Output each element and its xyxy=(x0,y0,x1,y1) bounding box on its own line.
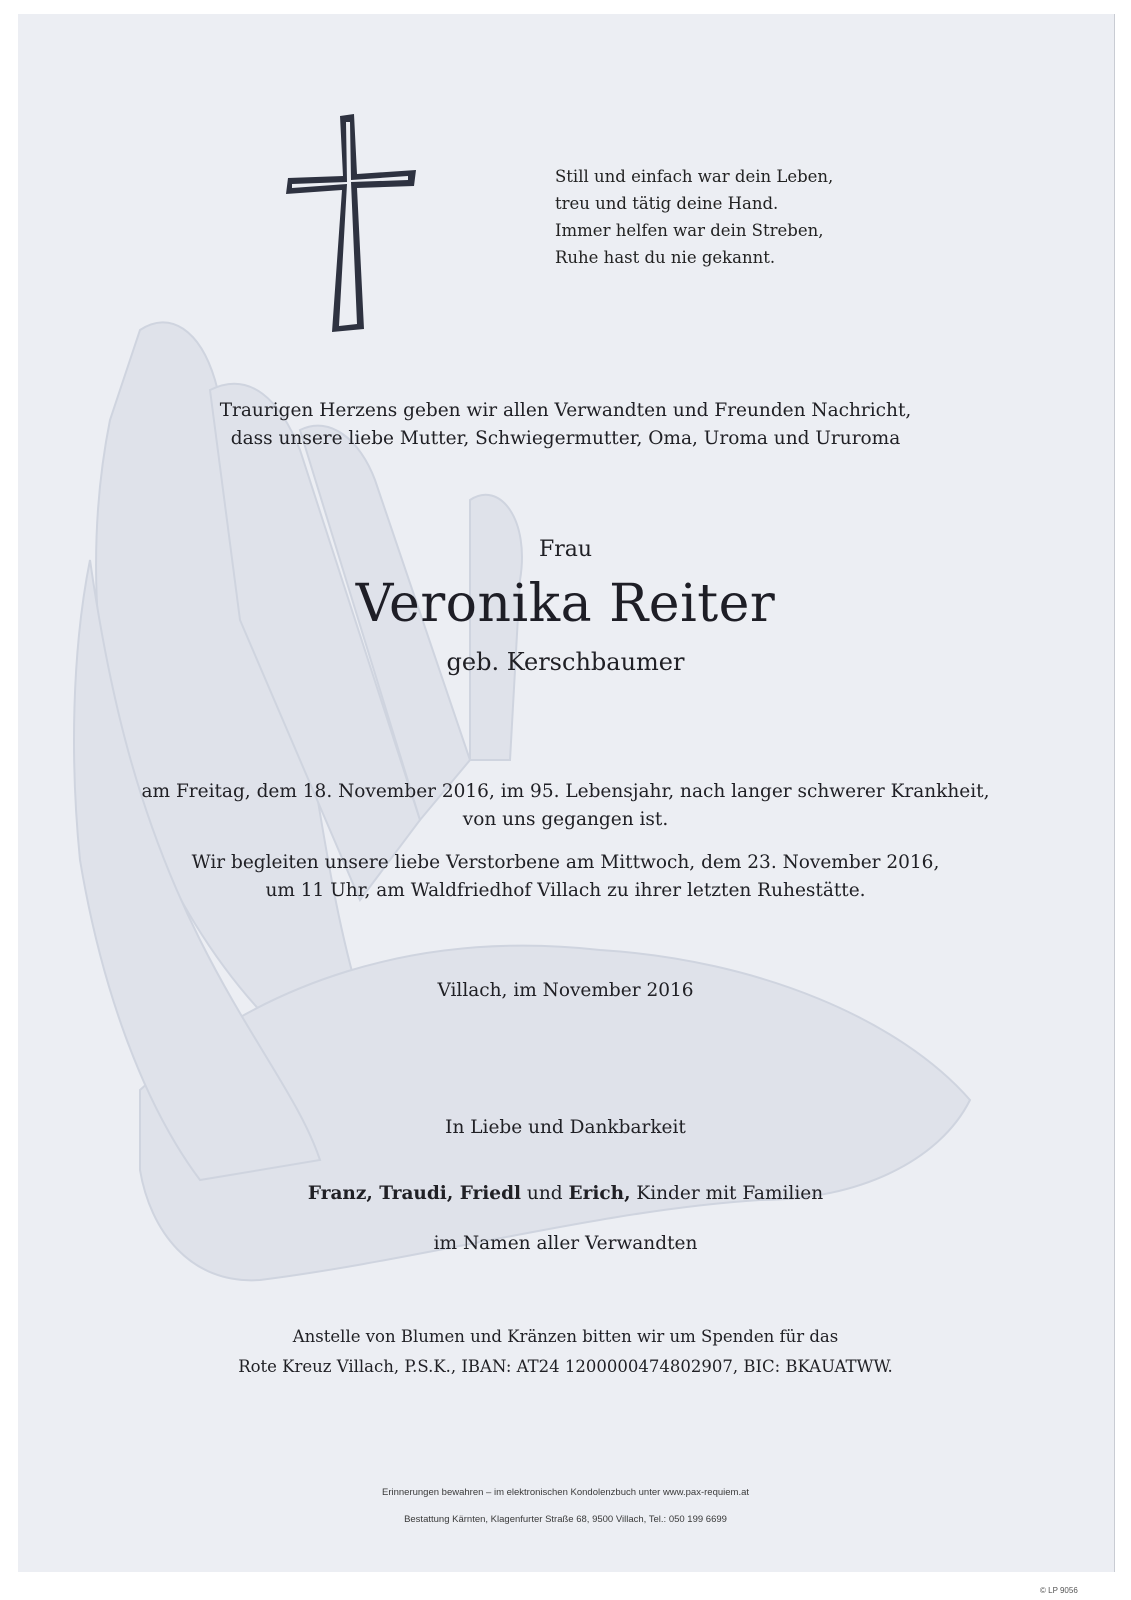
memorial-verse xyxy=(555,163,895,271)
death-paragraph xyxy=(0,778,1131,834)
deceased-name: Veronika Reiter xyxy=(355,574,776,634)
verse-line: Ruhe hast du nie gekannt. xyxy=(555,248,776,267)
children-names: Franz, Traudi, Friedl xyxy=(307,1183,522,1204)
intro-line: Traurigen Herzens geben wir allen Verwandten und Freunden Nachricht, xyxy=(219,400,912,421)
place-date: Villach, im November 2016 xyxy=(437,980,694,1001)
cross-icon xyxy=(284,114,419,334)
death-line: am Freitag, dem 18. November 2016, im 95. Lebensjahr, nach langer schwerer Krankheit, xyxy=(141,781,990,802)
children-last: Erich, xyxy=(568,1183,631,1204)
verse-line: Immer helfen war dein Streben, xyxy=(555,221,824,240)
children-suffix: Kinder mit Familien xyxy=(630,1183,824,1204)
donation-line: Anstelle von Blumen und Kränzen bitten wir um Spenden für das xyxy=(292,1327,839,1346)
children-line xyxy=(0,1180,1131,1208)
closing-line: In Liebe und Dankbarkeit xyxy=(445,1117,686,1138)
corner-code: © LP 9056 xyxy=(1040,1586,1078,1595)
footer-condolence: Erinnerungen bewahren – im elektronischen Kondolenzbuch unter www.pax-requiem.at xyxy=(381,1487,750,1498)
verse-line: treu und tätig deine Hand. xyxy=(555,194,779,213)
death-line: von uns gegangen ist. xyxy=(462,809,669,830)
intro-line: dass unsere liebe Mutter, Schwiegermutter, Oma, Uroma und Ururoma xyxy=(230,428,901,449)
donation-line: Rote Kreuz Villach, P.S.K., IBAN: AT24 1200000474802907, BIC: BKAUATWW. xyxy=(238,1357,893,1376)
funeral-paragraph xyxy=(0,849,1131,905)
verse-line: Still und einfach war dein Leben, xyxy=(555,167,834,186)
birth-name: geb. Kerschbaumer xyxy=(446,648,685,676)
relatives-line: im Namen aller Verwandten xyxy=(433,1233,698,1254)
deceased-title: Frau xyxy=(538,537,593,562)
intro-paragraph xyxy=(0,397,1131,453)
donation-paragraph xyxy=(0,1322,1131,1382)
funeral-line: um 11 Uhr, am Waldfriedhof Villach zu ihrer letzten Ruhestätte. xyxy=(265,880,866,901)
footer-address: Bestattung Kärnten, Klagenfurter Straße 68, 9500 Villach, Tel.: 050 199 6699 xyxy=(404,1514,727,1525)
children-and: und xyxy=(521,1183,569,1204)
funeral-line: Wir begleiten unsere liebe Verstorbene am Mittwoch, dem 23. November 2016, xyxy=(191,852,940,873)
